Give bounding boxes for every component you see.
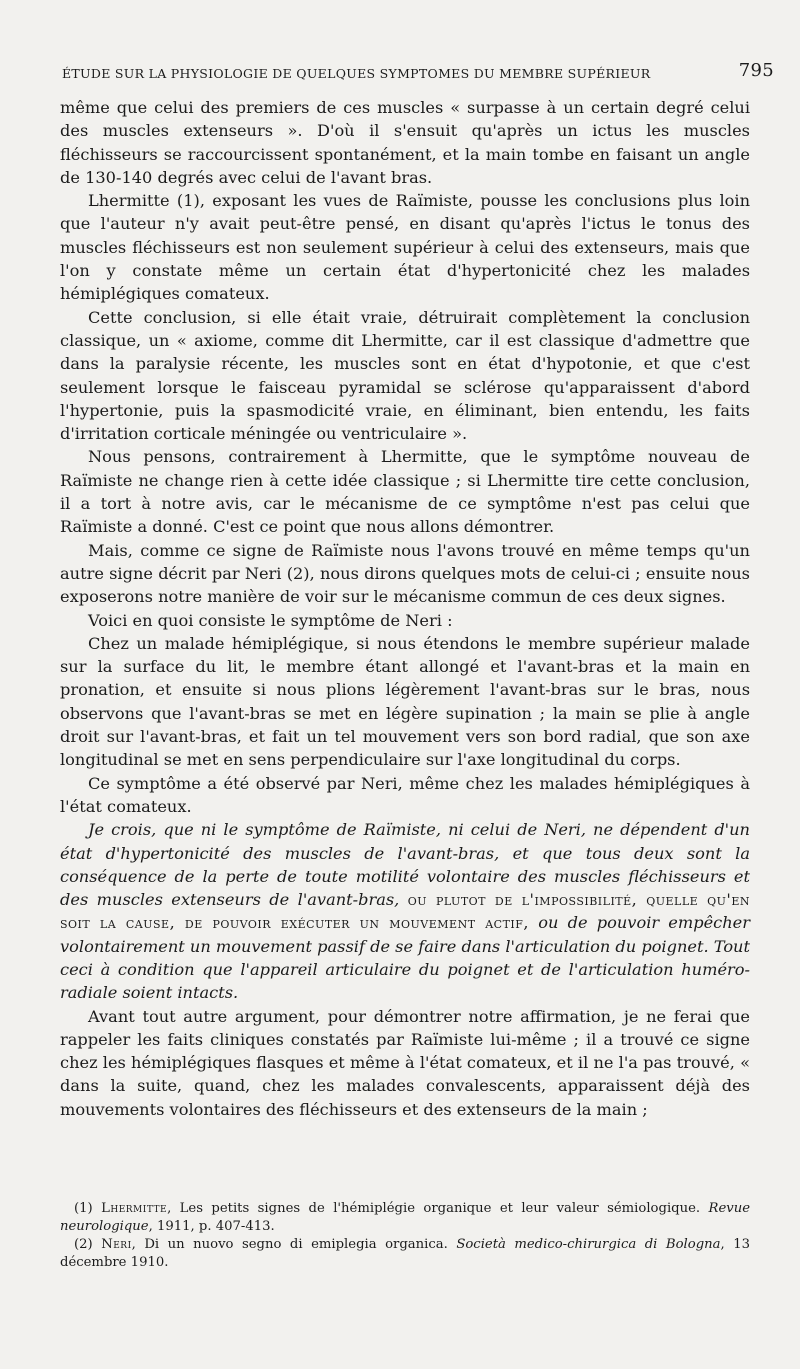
thesis-part-2: ou de pouvoir empêcher volontairement un mouvement passif de se faire dans l'articulation du poignet. Tout ceci à condition que l'appareil articulaire du poignet et de l'articulation huméro-radiale soient intacts. — [60, 913, 750, 1003]
footnote-author: Lhermitte — [101, 1201, 168, 1216]
footnote-ref: , 1911, p. 407-413. — [148, 1219, 275, 1234]
footnote-1 — [60, 1200, 750, 1236]
page-number: 795 — [738, 60, 774, 81]
paragraph: Chez un malade hémiplégique, si nous étendons le membre supérieur malade sur la surface du lit, le membre étant allongé et l'avant-bras et la main en pronation, et ensuite si nous plions légèrement l'avant-bras sur le bras, nous observons que l'avant-bras se met en légère supination ; la main se plie à angle droit sur l'avant-bras, et fait un tel mouvement vers son bord radial, que son axe longitudinal se met en sens perpendiculaire sur l'axe longitudinal du corps. — [60, 633, 750, 770]
paragraph: Voici en quoi consiste le symptôme de Neri : — [88, 610, 453, 630]
thesis-small-caps: ou plutot de l'impossibilité, quelle qu'en soit la cause, de pouvoir exécuter un mouvement actif, — [60, 890, 750, 933]
running-title: ÉTUDE SUR LA PHYSIOLOGIE DE QUELQUES SYMPTOMES DU MEMBRE SUPÉRIEUR — [62, 66, 651, 81]
footnote-journal: Società medico-chirurgica di Bologna — [456, 1237, 721, 1252]
footnote-marker: (2) — [74, 1237, 93, 1252]
thesis-paragraph — [60, 818, 750, 1004]
footnote-ref: , 13 décembre 1910. — [60, 1237, 750, 1270]
paragraph: Avant tout autre argument, pour démontrer notre affirmation, je ne ferai que rappeler les faits cliniques constatés par Raïmiste lui-même ; il a trouvé ce signe chez les hémiplégiques flasques et même à l'état comateux, et il ne l'a pas trouvé, « dans la suite, quand, chez les malades convalescents, apparaissent déjà des mouvements volontaires des fléchisseurs et des extenseurs de la main ; — [60, 1006, 750, 1119]
footnote-text: , Di un nuovo segno di emiplegia organica. — [131, 1237, 448, 1252]
footnote-text: , Les petits signes de l'hémiplégie organique et leur valeur sémiologique. — [167, 1201, 701, 1216]
paragraph: même que celui des premiers de ces muscles « surpasse à un certain degré celui des muscles extenseurs ». D'où il s'ensuit qu'après un ictus les muscles fléchisseurs se raccourcissent spontanément, et la main tombe en faisant un angle de 130-140 degrés avec celui de l'avant bras. — [60, 98, 750, 187]
paragraph: Cette conclusion, si elle était vraie, détruirait complètement la conclusion classique, un « axiome, comme dit Lhermitte, car il est classique d'admettre que dans la paralysie récente, les muscles sont en état d'hypotonie, et que c'est seulement lorsque le faisceau pyramidal se sclérose qu'apparaissent d'abord l'hypertonie, puis la spasmodicité vraie, en éliminant, bien entendu, les faits d'irritation corticale méningée ou ventriculaire ». — [60, 307, 750, 444]
footnotes — [60, 1200, 750, 1272]
thesis-part-1: Je crois, que ni le symptôme de Raïmiste, ni celui de Neri, ne dépendent d'un état d'hypertonicité des muscles de l'avant-bras, et que tous deux sont la conséquence de la perte de toute motilité volontaire des muscles fléchisseurs et des muscles extenseurs de l'avant-bras, — [60, 820, 750, 910]
footnote-author: Neri — [101, 1237, 132, 1252]
footnote-marker: (1) — [74, 1201, 93, 1216]
body-text — [60, 96, 750, 1121]
paragraph: Mais, comme ce signe de Raïmiste nous l'avons trouvé en même temps qu'un autre signe décrit par Neri (2), nous dirons quelques mots de celui-ci ; ensuite nous exposerons notre manière de voir sur le mécanisme commun de ces deux signes. — [60, 540, 750, 607]
paragraph: Lhermitte (1), exposant les vues de Raïmiste, pousse les conclusions plus loin que l'auteur n'y avait peut-être pensé, en disant qu'après l'ictus le tonus des muscles fléchisseurs est non seulement supérieur à celui des extenseurs, mais que l'on y constate même un certain état d'hypertonicité chez les malades hémiplégiques comateux. — [60, 191, 750, 304]
paragraph: Nous pensons, contrairement à Lhermitte, que le symptôme nouveau de Raïmiste ne change rien à cette idée classique ; si Lhermitte tire cette conclusion, il a tort à notre avis, car le mécanisme de ce symptôme n'est pas celui que Raïmiste a donné. C'est ce point que nous allons démontrer. — [60, 447, 750, 537]
footnote-journal: Revue neurologique — [60, 1201, 750, 1234]
paragraph: Ce symptôme a été observé par Neri, même chez les malades hémiplégiques à l'état comateux. — [60, 773, 750, 816]
footnote-2 — [60, 1236, 750, 1272]
